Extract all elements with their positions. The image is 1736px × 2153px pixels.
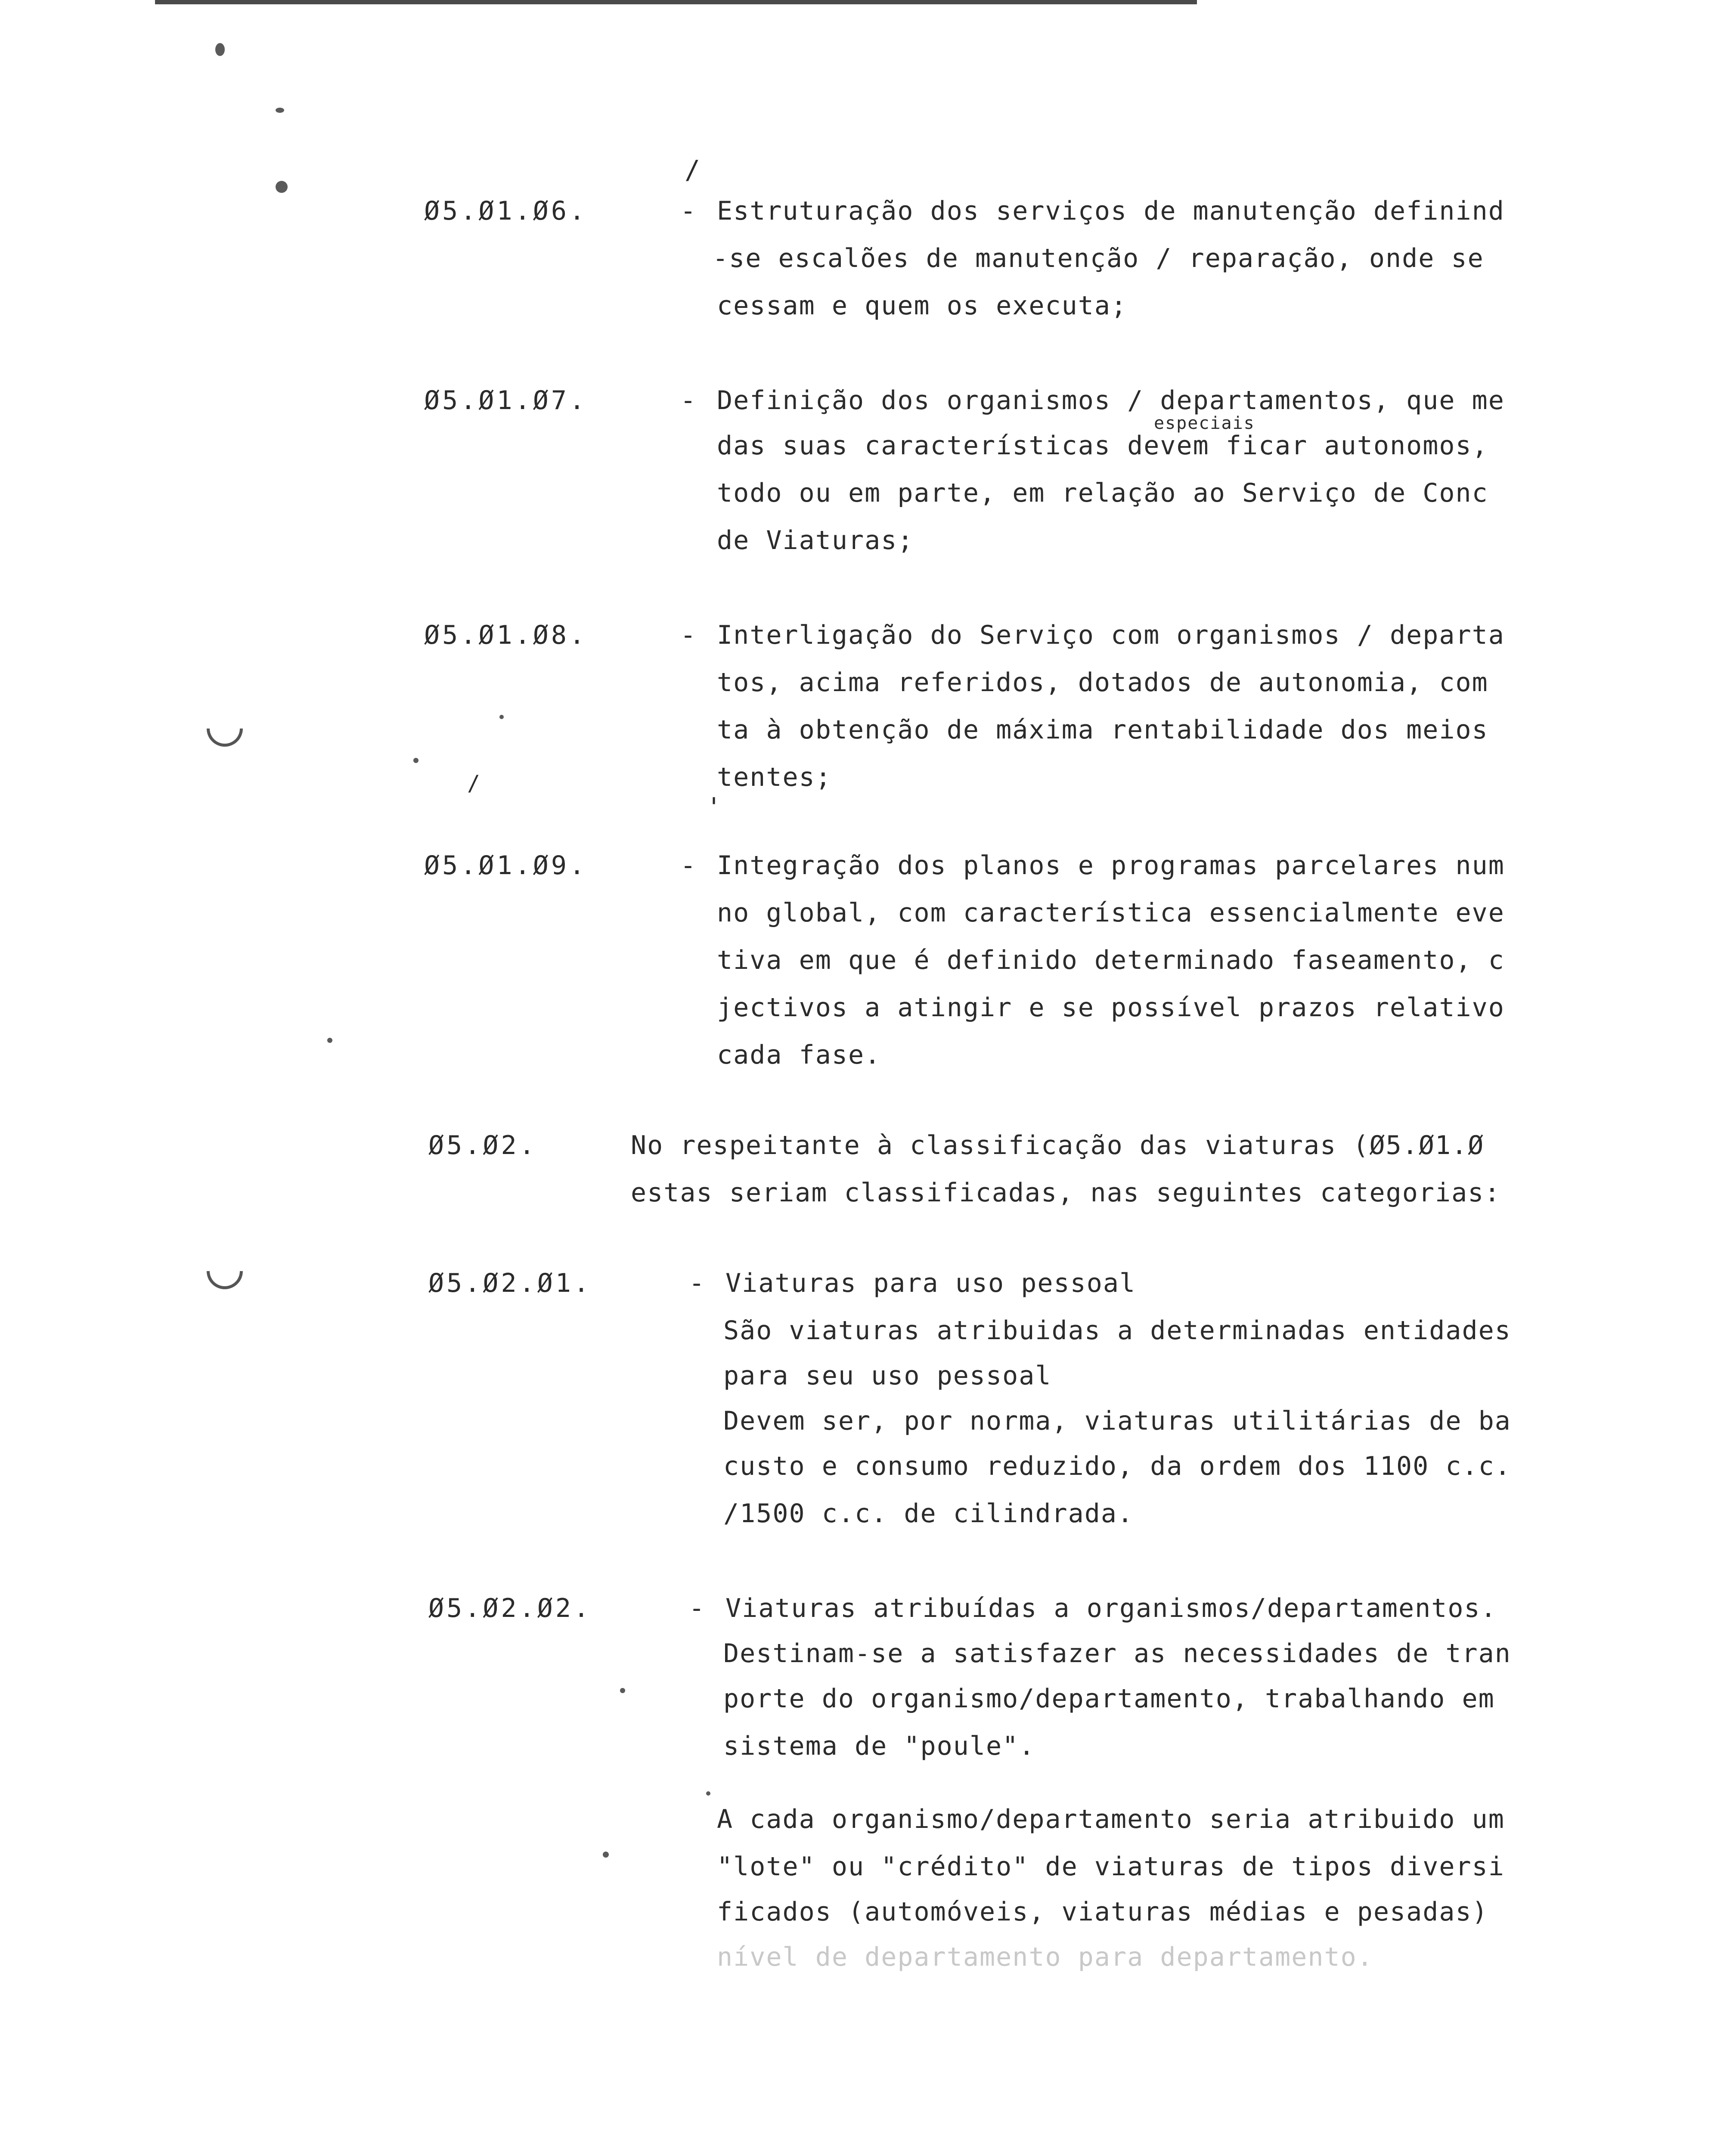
scan-speck [413, 758, 418, 763]
item-code-0502: Ø5.Ø2. [428, 1130, 537, 1160]
item-code-050109: Ø5.Ø1.Ø9. [424, 850, 588, 881]
item-line: São viaturas atribuidas a determinadas entidades [723, 1315, 1511, 1346]
item-line: ficados (automóveis, viaturas médias e pesadas) [717, 1897, 1488, 1927]
item-dash: - [689, 1268, 705, 1298]
item-line: cada fase. [717, 1040, 881, 1070]
stray-slash: / [685, 155, 701, 185]
scan-speck [215, 43, 225, 56]
item-dash: - [680, 385, 696, 416]
scan-speck [276, 181, 288, 193]
scan-speck [499, 715, 504, 719]
item-line: tentes; [717, 762, 832, 792]
punch-hole-lower [199, 1246, 251, 1297]
item-line: No respeitante à classificação das viaturas (Ø5.Ø1.Ø [631, 1130, 1485, 1160]
scan-speck [603, 1852, 609, 1858]
scan-speck [276, 108, 284, 113]
item-code-050202: Ø5.Ø2.Ø2. [428, 1593, 592, 1623]
item-code-050107: Ø5.Ø1.Ø7. [424, 385, 588, 416]
item-line: Viaturas para uso pessoal [725, 1268, 1136, 1298]
item-line: todo ou em parte, em relação ao Serviço de Conc [717, 478, 1488, 508]
item-line: A cada organismo/departamento seria atribuido um [717, 1804, 1505, 1834]
stray-slash: / [467, 771, 481, 796]
item-line: no global, com característica essencialmente eve [717, 898, 1505, 928]
scan-speck [620, 1688, 625, 1693]
item-line: Integração dos planos e programas parcelares num [717, 850, 1505, 881]
item-line: sistema de "poule". [723, 1731, 1035, 1761]
item-line: "lote" ou "crédito" de viaturas de tipos diversi [717, 1852, 1505, 1882]
item-line: estas seriam classificadas, nas seguintes categorias: [631, 1178, 1501, 1208]
scan-top-edge [155, 0, 1197, 4]
item-code-050106: Ø5.Ø1.Ø6. [424, 196, 588, 226]
item-code-050108: Ø5.Ø1.Ø8. [424, 620, 588, 650]
item-dash: - [680, 196, 696, 226]
item-line: jectivos a atingir e se possível prazos relativo [717, 993, 1505, 1023]
scan-speck [327, 1038, 332, 1043]
item-line: porte do organismo/departamento, trabalhando em [723, 1684, 1495, 1714]
item-line: das suas características devem ficar autonomos, [717, 431, 1488, 461]
handwritten-insert-especiais: especiais [1154, 413, 1255, 433]
item-line: Devem ser, por norma, viaturas utilitárias de ba [723, 1406, 1511, 1436]
item-line: ta à obtenção de máxima rentabilidade dos meios [717, 715, 1488, 745]
item-line: Definição dos organismos / departamentos, que me [717, 385, 1505, 416]
item-line: Destinam-se a satisfazer as necessidades de tran [723, 1638, 1511, 1669]
stray-tick: ' [706, 792, 723, 822]
item-dash: - [680, 850, 696, 881]
item-line: de Viaturas; [717, 525, 914, 555]
item-line: /1500 c.c. de cilindrada. [723, 1498, 1134, 1529]
item-line: Viaturas atribuídas a organismos/departamentos. [725, 1593, 1497, 1623]
item-line: -se escalões de manutenção / reparação, onde se [713, 243, 1484, 273]
item-line: custo e consumo reduzido, da ordem dos 1100 c.c. [723, 1451, 1511, 1481]
item-line: tos, acima referidos, dotados de autonomia, com [717, 667, 1488, 698]
item-code-050201: Ø5.Ø2.Ø1. [428, 1268, 592, 1298]
scan-speck [706, 1791, 710, 1796]
item-dash: - [680, 620, 696, 650]
item-line: cessam e quem os executa; [717, 291, 1128, 321]
item-line: Interligação do Serviço com organismos / departa [717, 620, 1505, 650]
item-line: tiva em que é definido determinado faseamento, c [717, 945, 1505, 975]
item-line: para seu uso pessoal [723, 1361, 1052, 1391]
item-dash: - [689, 1593, 705, 1623]
punch-hole-upper [199, 703, 251, 754]
item-line: Estruturação dos serviços de manutenção definind [717, 196, 1505, 226]
item-line-faded: nível de departamento para departamento. [717, 1942, 1373, 1972]
